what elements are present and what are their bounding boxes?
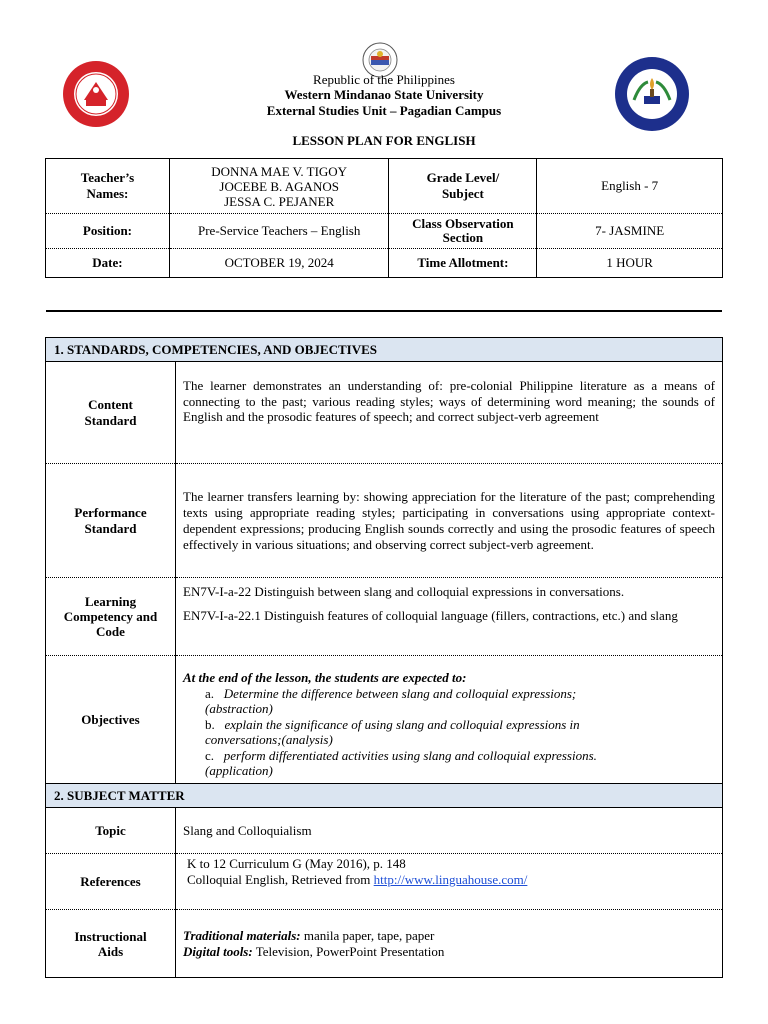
divider [46, 310, 722, 312]
teacher-name: JOCEBE B. AGANOS [219, 178, 339, 194]
republic-line: Republic of the Philippines [313, 72, 455, 87]
topic-value: Slang and Colloquialism [176, 808, 723, 854]
date-label: Date: [46, 249, 170, 278]
date-value: OCTOBER 19, 2024 [169, 249, 389, 278]
teacher-name: DONNA MAE V. TIGOY [211, 163, 348, 179]
lesson-info-table [45, 158, 723, 278]
grade-value: English - 7 [537, 159, 723, 214]
grade-label: Grade Level/ Subject [389, 159, 537, 214]
reference-2 [187, 872, 715, 888]
teachers-label: Teacher’s Names: [46, 159, 170, 214]
objective-text: Determine the difference between slang and colloquial expressions; [223, 685, 577, 701]
aids-label: Instructional Aids [46, 910, 176, 978]
teacher-name: JESSA C. PEJANER [224, 193, 335, 209]
objective-letter: a. [205, 685, 215, 701]
university-name: Western Mindanao State University [284, 87, 484, 102]
digital-value: Television, PowerPoint Presentation [255, 943, 445, 959]
objective-text: explain the significance of using slang and colloquial expressions in [224, 716, 580, 732]
digital-tools [183, 944, 715, 960]
competency-label: Learning Competency and Code [46, 578, 176, 656]
teachers-value [169, 159, 389, 214]
reference-1: K to 12 Curriculum G (May 2016), p. 148 [187, 856, 406, 871]
objective-item [183, 748, 715, 764]
traditional-value: manila paper, tape, paper [303, 928, 435, 943]
reference-2-prefix: Colloquial English, Retrieved from [187, 871, 371, 887]
aids-cell [176, 910, 723, 978]
objective-tag: (abstraction) [205, 701, 273, 716]
section-heading-subject-matter: 2. SUBJECT MATTER [46, 784, 723, 808]
section-value: 7- JASMINE [537, 214, 723, 249]
objective-tag: conversations;(analysis) [205, 732, 333, 747]
content-standard-label: Content Standard [46, 362, 176, 464]
objectives-label: Objectives [46, 656, 176, 784]
objectives-cell [176, 656, 723, 784]
references-cell [176, 854, 723, 910]
time-label: Time Allotment: [389, 249, 537, 278]
competency-1: EN7V-I-a-22 Distinguish between slang and colloquial expressions in conversations. [183, 584, 625, 599]
objective-item [183, 686, 715, 702]
competency-cell [176, 578, 723, 656]
section-label: Class Observation Section [389, 214, 537, 249]
digital-label: Digital tools: [183, 943, 253, 959]
performance-standard-label: Performance Standard [46, 464, 176, 578]
position-label: Position: [46, 214, 170, 249]
time-value: 1 HOUR [537, 249, 723, 278]
content-standard-text [176, 362, 723, 464]
performance-standard-text [176, 464, 723, 578]
page-title: LESSON PLAN FOR ENGLISH [292, 133, 476, 148]
campus-unit: External Studies Unit – Pagadian Campus [266, 103, 502, 118]
topic-label: Topic [46, 808, 176, 854]
lesson-plan-table [45, 337, 723, 978]
section-heading-standards: 1. STANDARDS, COMPETENCIES, AND OBJECTIVES [46, 338, 723, 362]
objective-tag: (application) [205, 763, 273, 778]
performance-standard-body: The learner transfers learning by: showing appreciation for the literature of the past; comprehending texts using appropriate reading styles; participating in conversations using appropriate context-dependent expressions; producing English sounds correctly and using the prosodic features of speech effectively in various situations; and observing correct subject-verb agreement. [183, 489, 716, 552]
position-value: Pre-Service Teachers – English [169, 214, 389, 249]
objective-item [183, 717, 715, 733]
objectives-intro: At the end of the lesson, the students are expected to: [183, 670, 467, 685]
objective-letter: c. [205, 747, 215, 763]
content-standard-body: The learner demonstrates an understanding of: pre-colonial Philippine literature as a means of connecting to the past; various reading styles; ways of determining word meaning; the sounds of English and the prosodic features of speech; and correct subject-verb agreement [183, 378, 716, 424]
competency-2: EN7V-I-a-22.1 Distinguish features of colloquial language (fillers, contractions, etc.) and slang [183, 607, 678, 623]
traditional-label: Traditional materials: [183, 928, 301, 943]
references-label: References [46, 854, 176, 910]
objective-letter: b. [205, 716, 215, 732]
reference-link[interactable]: http://www.linguahouse.com/ [373, 871, 528, 887]
objective-text: perform differentiated activities using slang and colloquial expressions. [223, 747, 597, 763]
traditional-materials [183, 928, 715, 944]
